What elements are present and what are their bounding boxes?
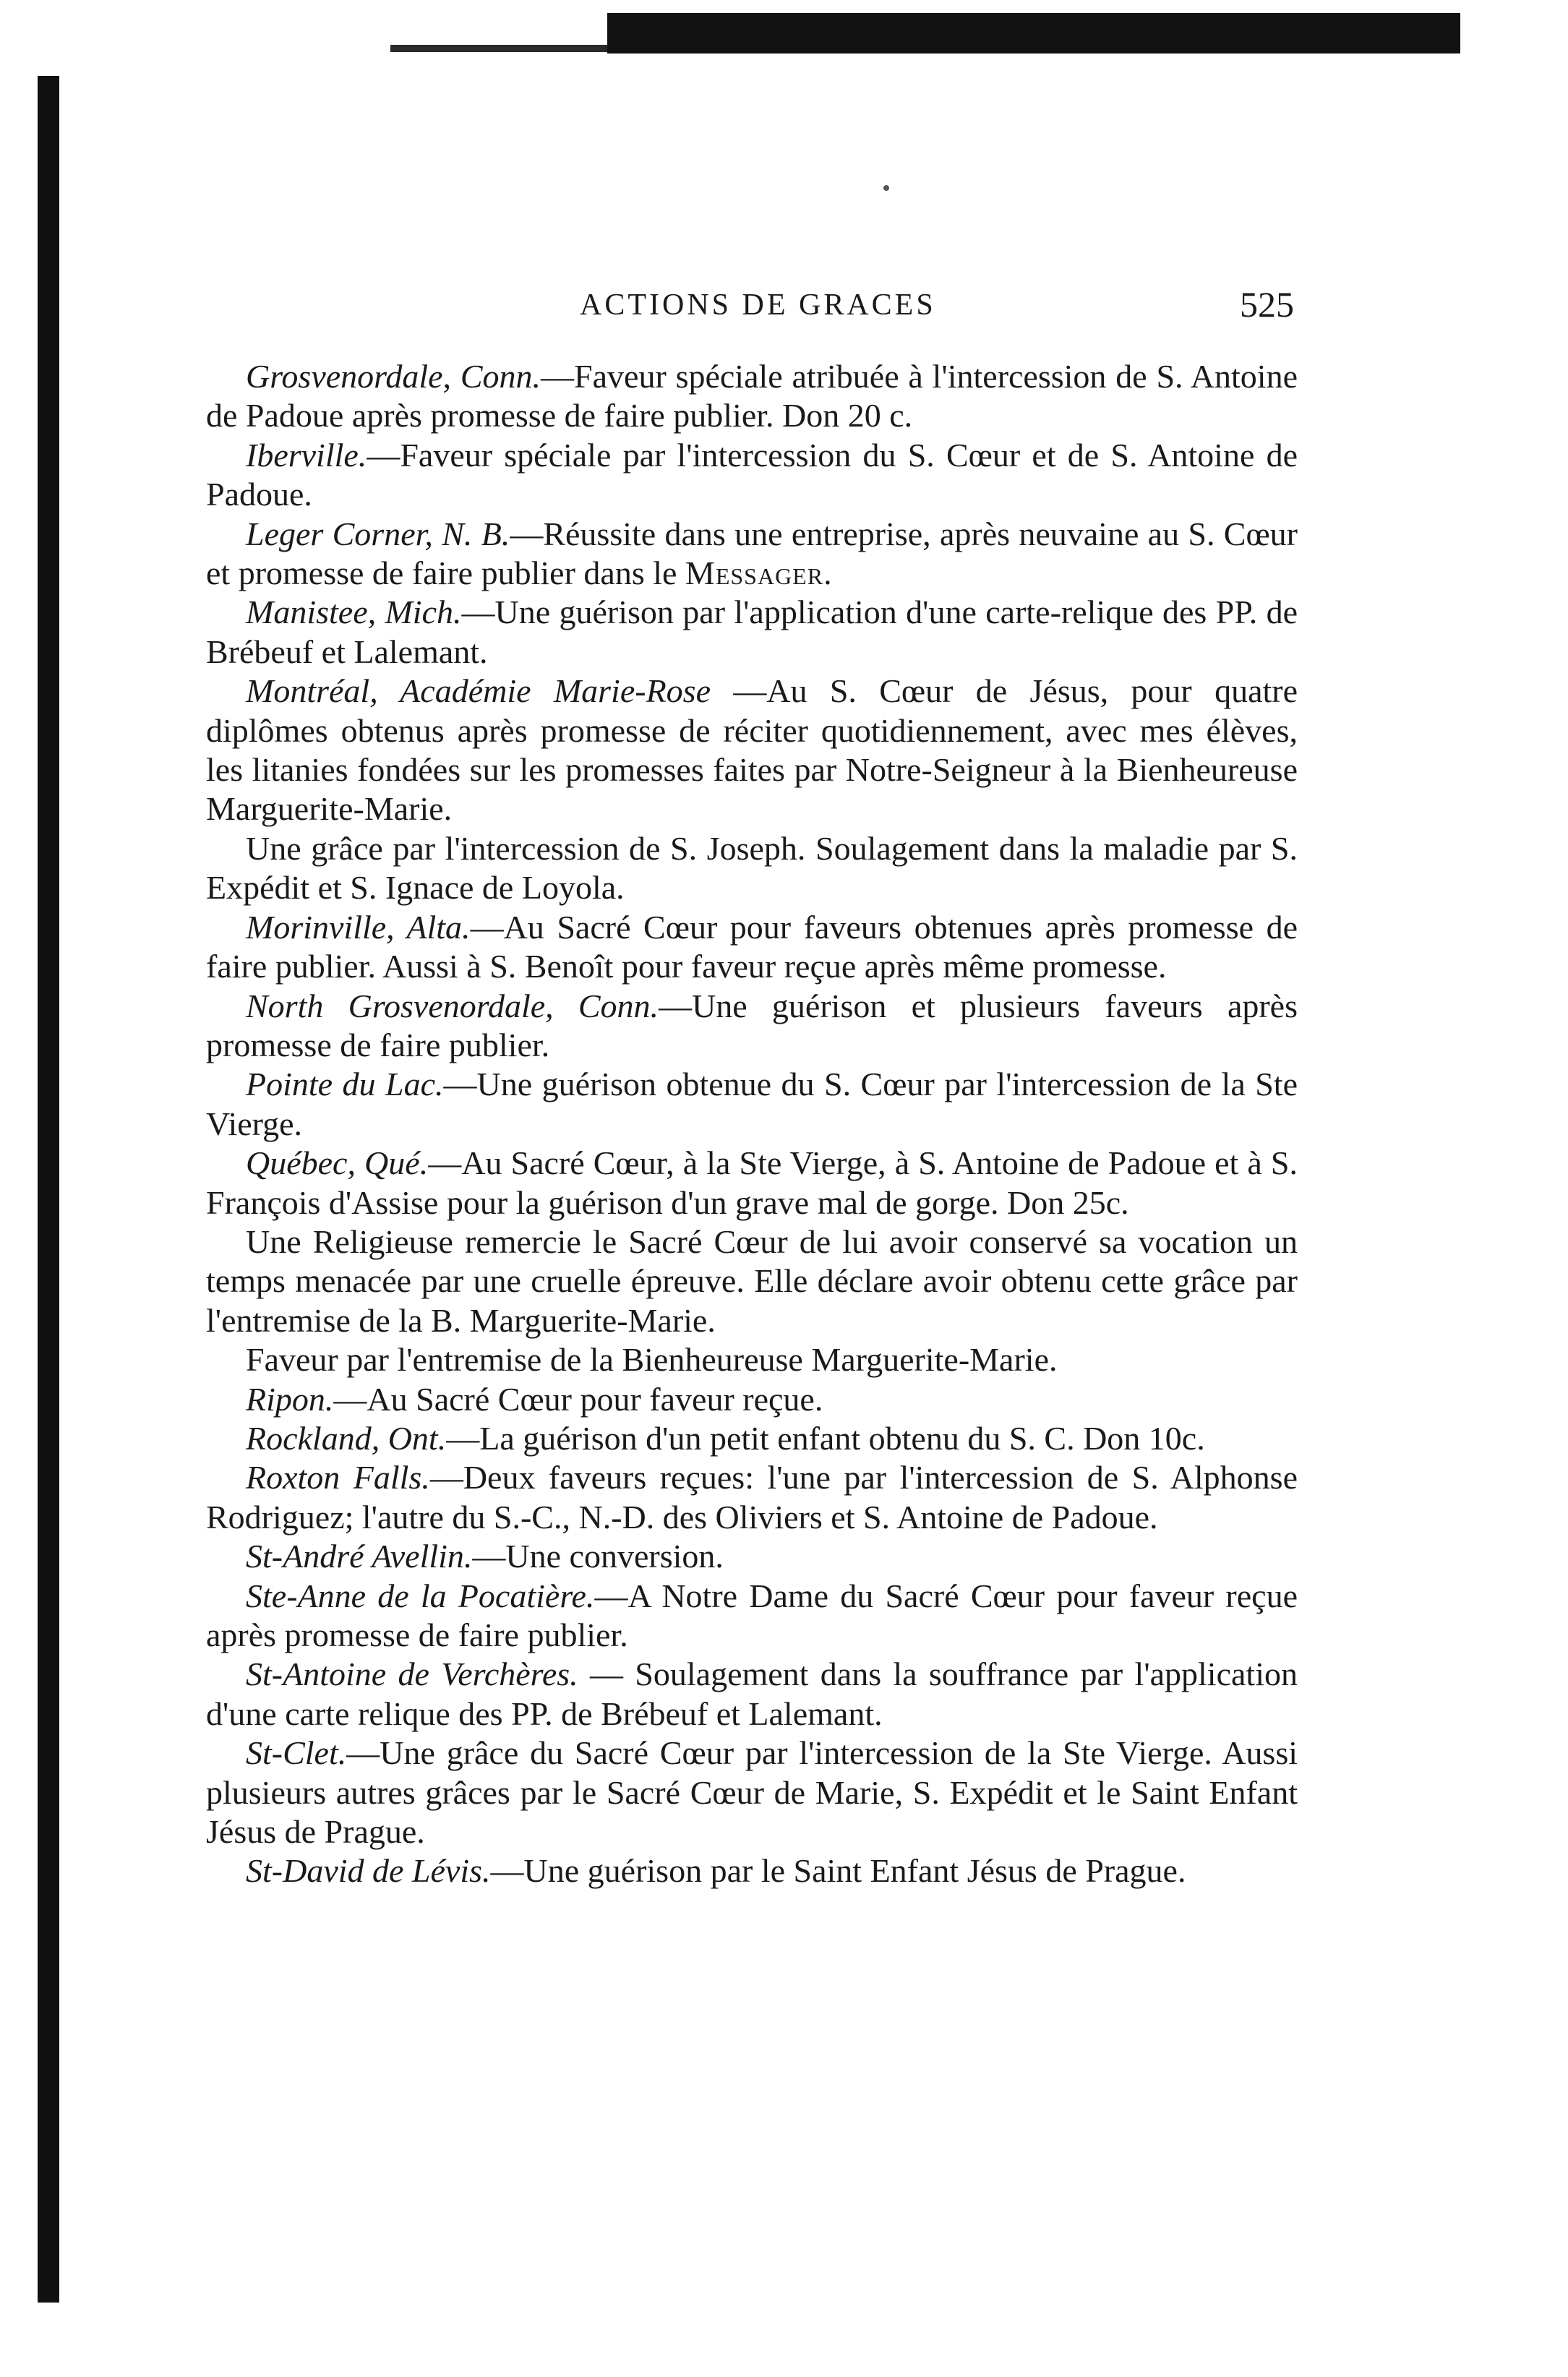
entry-place: St-André Avellin.	[246, 1538, 473, 1575]
entry-place: Morinville, Alta.	[246, 908, 471, 946]
entry	[206, 436, 1298, 515]
entry-text: —Une guérison obtenue du S. Cœur par l'intercession de la Ste Vierge.	[206, 1066, 1298, 1142]
entry-text: — Soulagement dans la souffrance par l'application d'une carte relique des PP. de Brébeuf et Lalemant.	[206, 1656, 1298, 1732]
entry-text: —La guérison d'un petit enfant obtenu du S. C. Don 10c.	[446, 1419, 1205, 1457]
entry	[206, 593, 1298, 672]
entry-place: St-David de Lévis.	[246, 1852, 491, 1890]
entry-place: Montréal, Académie Marie-Rose	[246, 672, 711, 710]
entry	[206, 1222, 1298, 1340]
entry	[206, 1577, 1298, 1656]
entry-text: —Faveur spéciale atribuée à l'intercession de S. Antoine de Padoue après promesse de faire publier. Don 20 c.	[206, 358, 1298, 434]
entry-place: St-Antoine de Verchères.	[246, 1656, 578, 1693]
entry	[206, 908, 1298, 987]
entry-text: —Au S. Cœur de Jésus, pour quatre diplômes obtenus après promesse de réciter quotidiennement, avec mes élèves, les litanies fondées sur les promesses faites par Notre-Seigneur à la Bienheureuse Marguerite-Marie.	[206, 672, 1298, 828]
entry	[206, 1655, 1298, 1734]
entry	[206, 1380, 1298, 1419]
entry	[206, 357, 1298, 436]
entry-place: Leger Corner, N. B.	[246, 515, 510, 552]
page-header	[202, 284, 1294, 346]
entry-place: Grosvenordale, Conn.	[246, 358, 541, 395]
running-title: ACTIONS DE GRACES	[580, 288, 936, 322]
entry-text: —Deux faveurs reçues: l'une par l'intercession de S. Alphonse Rodriguez; l'autre du S.-C., N.-D. des Oliviers et S. Antoine de Padoue.	[206, 1459, 1298, 1536]
entry	[206, 987, 1298, 1066]
page-number: 525	[1240, 284, 1294, 325]
entry-text: —Réussite dans une entreprise, après neuvaine au S. Cœur et promesse de faire publier dans le	[206, 515, 1298, 592]
entry-after: .	[823, 554, 832, 592]
entry-place: North Grosvenordale, Conn.	[246, 987, 659, 1024]
entry-place: Ste-Anne de la Pocatière.	[246, 1577, 595, 1614]
entry	[206, 515, 1298, 594]
entry-text: —Une guérison par l'application d'une carte-relique des PP. de Brébeuf et Lalemant.	[206, 594, 1298, 670]
entry-place: Pointe du Lac.	[246, 1066, 444, 1103]
entry-place: St-Clet.	[246, 1734, 347, 1772]
entry-place: Roxton Falls.	[246, 1459, 430, 1496]
entry	[206, 672, 1298, 829]
entry-text: —A Notre Dame du Sacré Cœur pour faveur reçue après promesse de faire publier.	[206, 1577, 1298, 1653]
entry-text: —Une guérison et plusieurs faveurs après promesse de faire publier.	[206, 987, 1298, 1063]
entry	[206, 829, 1298, 908]
entry	[206, 1065, 1298, 1144]
entry-text: —Au Sacré Cœur, à la Ste Vierge, à S. Antoine de Padoue et à S. François d'Assise pour la guérison d'un grave mal de gorge. Don 25c.	[206, 1144, 1298, 1221]
entry-text: —Au Sacré Cœur pour faveurs obtenues après promesse de faire publier. Aussi à S. Benoît pour faveur reçue après même promesse.	[206, 908, 1298, 985]
scan-border-top	[390, 13, 1460, 53]
entry-text: Une grâce par l'intercession de S. Joseph. Soulagement dans la maladie par S. Expédit et S. Ignace de Loyola.	[206, 829, 1298, 907]
entry-text: —Au Sacré Cœur pour faveur reçue.	[333, 1380, 823, 1418]
page-body	[206, 357, 1298, 1891]
entry-text: Faveur par l'entremise de la Bienheureuse Marguerite-Marie.	[246, 1341, 1058, 1379]
ink-speck	[883, 185, 889, 191]
entry-place: Rockland, Ont.	[246, 1419, 447, 1457]
entry	[206, 1144, 1298, 1222]
entry-text: Une Religieuse remercie le Sacré Cœur de lui avoir conservé sa vocation un temps menacée par une cruelle épreuve. Elle déclare avoir obtenu cette grâce par l'entremise de la B. Marguerite-Marie.	[206, 1222, 1298, 1339]
entry	[206, 1734, 1298, 1851]
entry	[206, 1419, 1298, 1458]
entry	[206, 1458, 1298, 1537]
entry-text: —Une conversion.	[472, 1538, 724, 1575]
entry-place: Iberville.	[246, 436, 367, 474]
entry-place: Manistee, Mich.	[246, 594, 462, 631]
entry-text: —Faveur spéciale par l'intercession du S. Cœur et de S. Antoine de Padoue.	[206, 436, 1298, 513]
entry	[206, 1340, 1298, 1379]
entry-place: Ripon.	[246, 1380, 334, 1418]
entry-text: —Une grâce du Sacré Cœur par l'intercession de la Ste Vierge. Aussi plusieurs autres grâces par le Sacré Cœur de Marie, S. Expédit et le Saint Enfant Jésus de Prague.	[206, 1734, 1298, 1851]
entry	[206, 1537, 1298, 1576]
entry-place: Québec, Qué.	[246, 1144, 429, 1182]
entry	[206, 1851, 1298, 1890]
entry-text: —Une guérison par le Saint Enfant Jésus de Prague.	[490, 1852, 1186, 1890]
entry-smallcaps: Messager	[685, 554, 824, 592]
scan-border-left	[38, 76, 59, 2303]
